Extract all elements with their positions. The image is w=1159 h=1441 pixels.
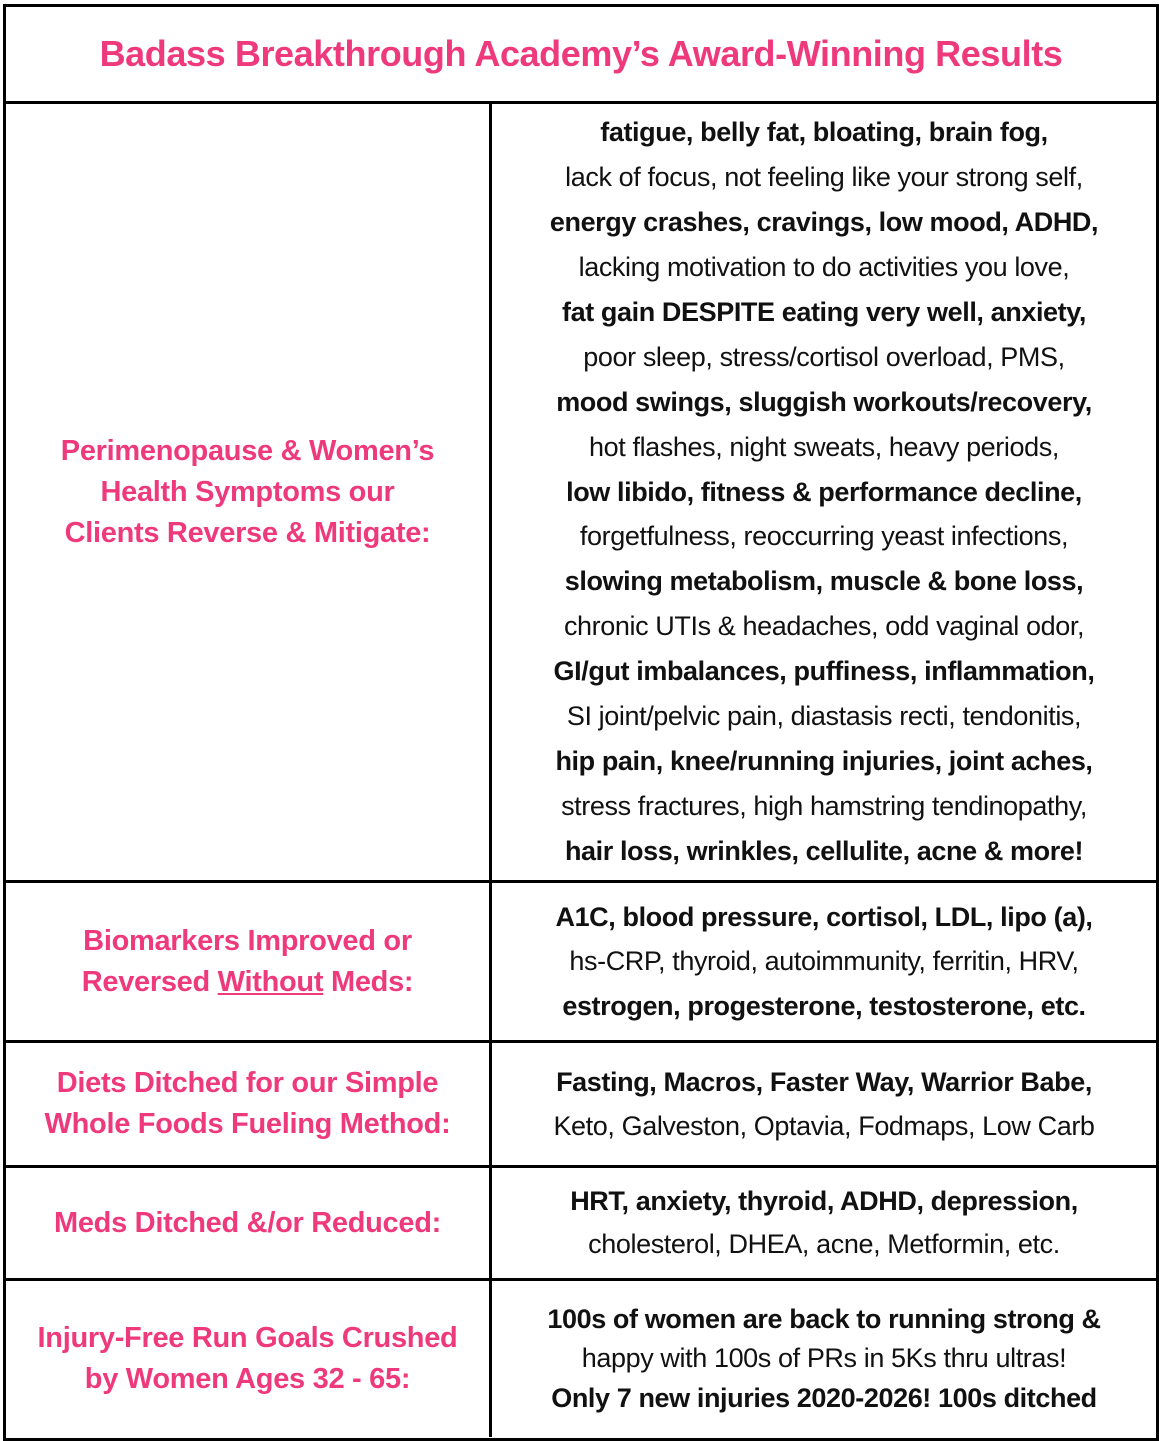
- row-details: [492, 104, 1156, 880]
- results-table: [3, 4, 1159, 1441]
- detail-line: mood swings, sluggish workouts/recovery,: [556, 386, 1092, 417]
- row-label: [6, 883, 489, 1040]
- label-text: Reversed: [81, 965, 218, 998]
- detail-line: low libido, fitness & performance decline,: [566, 476, 1082, 507]
- row-label: [6, 1168, 489, 1278]
- row-details: [492, 883, 1156, 1040]
- detail-line: lacking motivation to do activities you love,: [578, 252, 1070, 283]
- label-line: [61, 431, 434, 472]
- underlined-text: Without: [217, 965, 324, 998]
- row-label: [6, 104, 489, 880]
- detail-line: forgetfulness, reoccurring yeast infections,: [579, 521, 1069, 552]
- detail-line: chronic UTIs & headaches, odd vaginal odor,: [563, 611, 1085, 642]
- label-line: [82, 962, 414, 1003]
- detail-line: hip pain, knee/running injuries, joint aches,: [555, 745, 1093, 776]
- detail-line: Only 7 new injuries 2020-2026! 100s ditched: [551, 1382, 1097, 1413]
- detail-line: SI joint/pelvic pain, diastasis recti, tendonitis,: [566, 701, 1082, 732]
- table-title: Badass Breakthrough Academy’s Award-Winning Results: [99, 33, 1063, 74]
- detail-line: fatigue, belly fat, bloating, brain fog,: [600, 117, 1048, 148]
- detail-line: stress fractures, high hamstring tendinopathy,: [561, 790, 1087, 821]
- label-text: Whole Foods Fueling Method:: [44, 1108, 451, 1140]
- label-text: Biomarkers Improved or: [83, 924, 412, 957]
- label-text: Meds Ditched &/or Reduced:: [54, 1206, 441, 1239]
- detail-line: cholesterol, DHEA, acne, Metformin, etc.: [588, 1229, 1060, 1259]
- detail-line: slowing metabolism, muscle & bone loss,: [564, 566, 1084, 597]
- detail-line: Fasting, Macros, Faster Way, Warrior Babe,: [556, 1067, 1092, 1097]
- label-text: Perimenopause & Women’s: [60, 434, 435, 467]
- label-text: Injury-Free Run Goals Crushed: [37, 1322, 458, 1354]
- row-details: [492, 1168, 1156, 1278]
- label-line: [45, 1104, 451, 1145]
- detail-line: hair loss, wrinkles, cellulite, acne & more!: [564, 835, 1084, 866]
- label-text: Health Symptoms our: [100, 475, 395, 508]
- label-line: [65, 513, 431, 554]
- label-text: Clients Reverse & Mitigate:: [64, 516, 431, 549]
- label-text: by Women Ages 32 - 65:: [84, 1363, 411, 1395]
- label-line: [100, 472, 394, 513]
- row-details: [492, 1281, 1156, 1437]
- detail-line: 100s of women are back to running strong &: [547, 1303, 1101, 1334]
- detail-line: happy with 100s of PRs in 5Ks thru ultras!: [581, 1343, 1067, 1374]
- detail-line: Keto, Galveston, Optavia, Fodmaps, Low Carb: [553, 1111, 1095, 1141]
- detail-line: fat gain DESPITE eating very well, anxiety,: [562, 296, 1086, 327]
- label-line: [57, 1063, 439, 1104]
- label-line: [54, 1203, 441, 1244]
- label-line: [38, 1318, 458, 1359]
- detail-line: HRT, anxiety, thyroid, ADHD, depression,: [570, 1186, 1078, 1216]
- detail-line: poor sleep, stress/cortisol overload, PMS,: [583, 341, 1065, 372]
- row-label: [6, 1281, 489, 1437]
- detail-line: estrogen, progesterone, testosterone, etc.: [562, 990, 1086, 1021]
- detail-line: A1C, blood pressure, cortisol, LDL, lipo (a),: [555, 901, 1093, 932]
- detail-line: hs-CRP, thyroid, autoimmunity, ferritin, HRV,: [569, 946, 1079, 977]
- label-line: [85, 1359, 410, 1400]
- label-text: Diets Ditched for our Simple: [56, 1067, 439, 1099]
- label-line: [83, 921, 412, 962]
- row-label: [6, 1043, 489, 1165]
- detail-line: GI/gut imbalances, puffiness, inflammation,: [553, 656, 1095, 687]
- detail-line: energy crashes, cravings, low mood, ADHD,: [549, 207, 1099, 238]
- row-details: [492, 1043, 1156, 1165]
- label-text: Meds:: [323, 965, 414, 998]
- detail-line: hot flashes, night sweats, heavy periods,: [589, 431, 1059, 462]
- detail-line: lack of focus, not feeling like your strong self,: [565, 162, 1083, 193]
